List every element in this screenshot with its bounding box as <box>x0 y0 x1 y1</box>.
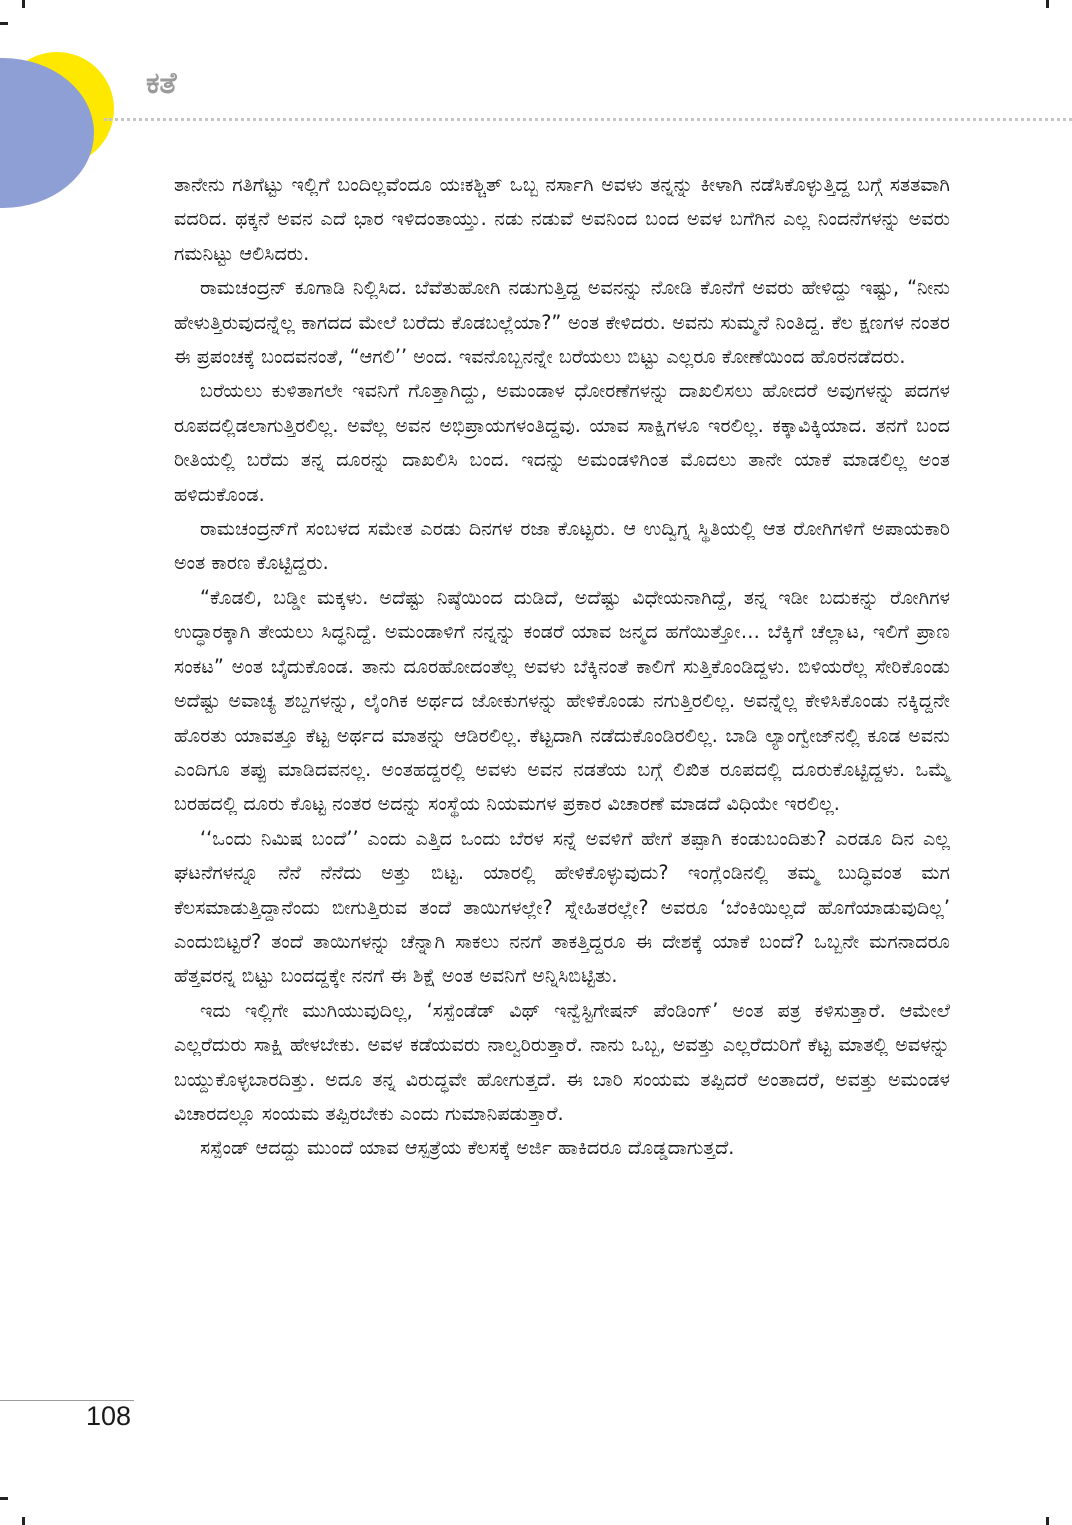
paragraph: ತಾನೇನು ಗತಿಗೆಟ್ಟು ಇಲ್ಲಿಗೆ ಬಂದಿಲ್ಲವೆಂದೂ ಯಃಕಶ್ಚಿತ್ ಒಬ್ಬ ನರ್ಸಾಗಿ ಅವಳು ತನ್ನನ್ನು ಕೀಳಾಗಿ ನಡೆಸಿಕೊಳ್ಳುತ್ತಿದ್ದ ಬಗ್ಗೆ ಸತತವಾಗಿ ವದರಿದ. ಥಕ್ಕನೆ ಅವನ ಎದೆ ಭಾರ ಇಳಿದಂತಾಯ್ತು. ನಡು ನಡುವೆ ಅವನಿಂದ ಬಂದ ಅವಳ ಬಗೆಗಿನ ಎಲ್ಲ ನಿಂದನೆಗಳನ್ನು ಅವರು ಗಮನಿಟ್ಟು ಆಲಿಸಿದರು. <box>174 173 950 265</box>
dotted-divider <box>104 118 1072 121</box>
paragraph: ಇದು ಇಲ್ಲಿಗೇ ಮುಗಿಯುವುದಿಲ್ಲ, ‘ಸಸ್ಪೆಂಡೆಡ್ ವಿಥ್ ಇನ್ವೆಸ್ಟಿಗೇಷನ್ ಪೆಂಡಿಂಗ್’ ಅಂತ ಪತ್ರ ಕಳಿಸುತ್ತಾರೆ. ಆಮೇಲೆ ಎಲ್ಲರೆದುರು ಸಾಕ್ಷಿ ಹೇಳಬೇಕು. ಅವಳ ಕಡೆಯವರು ನಾಲ್ವರಿರುತ್ತಾರೆ. ನಾನು ಒಬ್ಬ, ಅವತ್ತು ಎಲ್ಲರೆದುರಿಗೆ ಕೆಟ್ಟ ಮಾತಲ್ಲಿ ಅವಳನ್ನು ಬಯ್ದುಕೊಳ್ಳಬಾರದಿತ್ತು. ಅದೂ ತನ್ನ ವಿರುದ್ಧವೇ ಹೋಗುತ್ತದೆ. ಈ ಬಾರಿ ಸಂಯಮ ತಪ್ಪಿದರೆ ಅಂತಾದರೆ, ಅವತ್ತು ಅಮಂಡಳ ವಿಚಾರದಲ್ಲೂ ಸಂಯಮ ತಪ್ಪಿರಬೇಕು ಎಂದು ಗುಮಾನಿಪಡುತ್ತಾರೆ. <box>174 998 950 1125</box>
story-body <box>174 168 950 1166</box>
paragraph: ರಾಮಚಂದ್ರನ್ ಕೂಗಾಡಿ ನಿಲ್ಲಿಸಿದ. ಬೆವೆತುಹೋಗಿ ನಡುಗುತ್ತಿದ್ದ ಅವನನ್ನು ನೋಡಿ ಕೊನೆಗೆ ಅವರು ಹೇಳಿದ್ದು ಇಷ್ಟು, “ನೀನು ಹೇಳುತ್ತಿರುವುದನ್ನೆಲ್ಲ ಕಾಗದದ ಮೇಲೆ ಬರೆದು ಕೊಡಬಲ್ಲೆಯಾ?” ಅಂತ ಕೇಳಿದರು. ಅವನು ಸುಮ್ಮನೆ ನಿಂತಿದ್ದ. ಕೆಲ ಕ್ಷಣಗಳ ನಂತರ ಈ ಪ್ರಪಂಚಕ್ಕೆ ಬಂದವನಂತೆ, “ಆಗಲಿ’’ ಅಂದ. ಇವನೊಬ್ಬನನ್ನೇ ಬರೆಯಲು ಬಿಟ್ಟು ಎಲ್ಲರೂ ಕೋಣೆಯಿಂದ ಹೊರನಡೆದರು. <box>174 276 950 369</box>
crop-mark-top-left-side <box>0 22 8 25</box>
crop-mark-top-right <box>1046 0 1049 8</box>
paragraph: ‘‘ಒಂದು ನಿಮಿಷ ಬಂದೆ’’ ಎಂದು ಎತ್ತಿದ ಒಂದು ಬೆರಳ ಸನ್ನೆ ಅವಳಿಗೆ ಹೇಗೆ ತಪ್ಪಾಗಿ ಕಂಡುಬಂದಿತು? ಎರಡೂ ದಿನ ಎಲ್ಲ ಘಟನೆಗಳನ್ನೂ ನೆನೆ ನೆನೆದು ಅತ್ತು ಬಿಟ್ಟ. ಯಾರಲ್ಲಿ ಹೇಳಿಕೊಳ್ಳುವುದು? ಇಂಗ್ಲೆಂಡಿನಲ್ಲಿ ತಮ್ಮ ಬುದ್ಧಿವಂತ ಮಗ ಕೆಲಸಮಾಡುತ್ತಿದ್ದಾನೆಂದು ಬೀಗುತ್ತಿರುವ ತಂದೆ ತಾಯಿಗಳಲ್ಲೇ? ಸ್ನೇಹಿತರಲ್ಲೇ? ಅವರೂ ‘ಬೆಂಕಿಯಿಲ್ಲದೆ ಹೊಗೆಯಾಡುವುದಿಲ್ಲ’ ಎಂದುಬಿಟ್ಟರೆ? ತಂದೆ ತಾಯಿಗಳನ್ನು ಚೆನ್ನಾಗಿ ಸಾಕಲು ನನಗೆ ತಾಕತ್ತಿದ್ದರೂ ಈ ದೇಶಕ್ಕೆ ಯಾಕೆ ಬಂದೆ? ಒಬ್ಬನೇ ಮಗನಾದರೂ ಹೆತ್ತವರನ್ನ ಬಿಟ್ಟು ಬಂದದ್ದಕ್ಕೇ ನನಗೆ ಈ ಶಿಕ್ಷೆ ಅಂತ ಅವನಿಗೆ ಅನ್ನಿಸಿಬಿಟ್ಟಿತು. <box>174 826 950 988</box>
crop-mark-top-left <box>22 0 25 8</box>
crop-mark-bottom-right <box>1046 1517 1049 1525</box>
paragraph: ಬರೆಯಲು ಕುಳಿತಾಗಲೇ ಇವನಿಗೆ ಗೊತ್ತಾಗಿದ್ದು, ಅಮಂಡಾಳ ಧೋರಣೆಗಳನ್ನು ದಾಖಲಿಸಲು ಹೋದರೆ ಅವುಗಳನ್ನು ಪದಗಳ ರೂಪದಲ್ಲಿಡಲಾಗುತ್ತಿರಲಿಲ್ಲ. ಅವೆಲ್ಲ ಅವನ ಅಭಿಪ್ರಾಯಗಳಂತಿದ್ದವು. ಯಾವ ಸಾಕ್ಷಿಗಳೂ ಇರಲಿಲ್ಲ. ಕಕ್ಕಾವಿಕ್ಕಿಯಾದ. ತನಗೆ ಬಂದ ರೀತಿಯಲ್ಲಿ ಬರೆದು ತನ್ನ ದೂರನ್ನು ದಾಖಲಿಸಿ ಬಂದ. ಇದನ್ನು ಅಮಂಡಳಿಗಿಂತ ಮೊದಲು ತಾನೇ ಯಾಕೆ ಮಾಡಲಿಲ್ಲ ಅಂತ ಹಳಿದುಕೊಂಡ. <box>174 379 950 506</box>
paragraph: “ಕೊಡಲಿ, ಬಡ್ಡೀ ಮಕ್ಕಳು. ಅದೆಷ್ಟು ನಿಷ್ಠೆಯಿಂದ ದುಡಿದೆ, ಅದೆಷ್ಟು ವಿಧೇಯನಾಗಿದ್ದೆ, ತನ್ನ ಇಡೀ ಬದುಕನ್ನು ರೋಗಿಗಳ ಉದ್ಧಾರಕ್ಕಾಗಿ ತೇಯಲು ಸಿದ್ಧನಿದ್ದೆ. ಅಮಂಡಾಳಿಗೆ ನನ್ನನ್ನು ಕಂಡರೆ ಯಾವ ಜನ್ಮದ ಹಗೆಯಿತ್ತೋ… ಬೆಕ್ಕಿಗೆ ಚೆಲ್ಲಾಟ, ಇಲಿಗೆ ಪ್ರಾಣ ಸಂಕಟ” ಅಂತ ಬೈದುಕೊಂಡ. ತಾನು ದೂರಹೋದಂತೆಲ್ಲ ಅವಳು ಬೆಕ್ಕಿನಂತೆ ಕಾಲಿಗೆ ಸುತ್ತಿಕೊಂಡಿದ್ದಳು. ಬಿಳಿಯರೆಲ್ಲ ಸೇರಿಕೊಂಡು ಅದೆಷ್ಟು ಅವಾಚ್ಯ ಶಬ್ದಗಳನ್ನು, ಲೈಂಗಿಕ ಅರ್ಥದ ಜೋಕುಗಳನ್ನು ಹೇಳಿಕೊಂಡು ನಗುತ್ತಿರಲಿಲ್ಲ. ಅವನ್ನೆಲ್ಲ ಕೇಳಿಸಿಕೊಂಡು ನಕ್ಕಿದ್ದನೇ ಹೊರತು ಯಾವತ್ತೂ ಕೆಟ್ಟ ಅರ್ಥದ ಮಾತನ್ನು ಆಡಿರಲಿಲ್ಲ. ಕೆಟ್ಟದಾಗಿ ನಡೆದುಕೊಂಡಿರಲಿಲ್ಲ. ಬಾಡಿ ಲ್ಯಾಂಗ್ವೇಜ್‌ನಲ್ಲಿ ಕೂಡ ಅವನು ಎಂದಿಗೂ ತಪ್ಪು ಮಾಡಿದವನಲ್ಲ. ಅಂತಹದ್ದರಲ್ಲಿ ಅವಳು ಅವನ ನಡತೆಯ ಬಗ್ಗೆ ಲಿಖಿತ ರೂಪದಲ್ಲಿ ದೂರುಕೊಟ್ಟಿದ್ದಳು. ಒಮ್ಮೆ ಬರಹದಲ್ಲಿ ದೂರು ಕೊಟ್ಟ ನಂತರ ಅದನ್ನು ಸಂಸ್ಥೆಯ ನಿಯಮಗಳ ಪ್ರಕಾರ ವಿಚಾರಣೆ ಮಾಡದೆ ವಿಧಿಯೇ ಇರಲಿಲ್ಲ. <box>174 585 950 816</box>
paragraph: ಸಸ್ಪೆಂಡ್ ಆದದ್ದು ಮುಂದೆ ಯಾವ ಆಸ್ಪತ್ರೆಯ ಕೆಲಸಕ್ಕೆ ಅರ್ಜಿ ಹಾಕಿದರೂ ದೊಡ್ಡದಾಗುತ್ತದೆ. <box>200 1136 735 1160</box>
crop-mark-bottom-left <box>22 1517 25 1525</box>
crop-mark-bottom-left-side <box>0 1497 8 1500</box>
paragraph: ರಾಮಚಂದ್ರನ್‌ಗೆ ಸಂಬಳದ ಸಮೇತ ಎರಡು ದಿನಗಳ ರಜಾ ಕೊಟ್ಟರು. ಆ ಉದ್ವಿಗ್ನ ಸ್ಥಿತಿಯಲ್ಲಿ ಆತ ರೋಗಿಗಳಿಗೆ ಅಪಾಯಕಾರಿ ಅಂತ ಕಾರಣ ಕೊಟ್ಟಿದ್ದರು. <box>174 517 950 575</box>
page-number: 108 <box>86 1401 132 1431</box>
section-title: ಕತೆ <box>146 66 177 101</box>
